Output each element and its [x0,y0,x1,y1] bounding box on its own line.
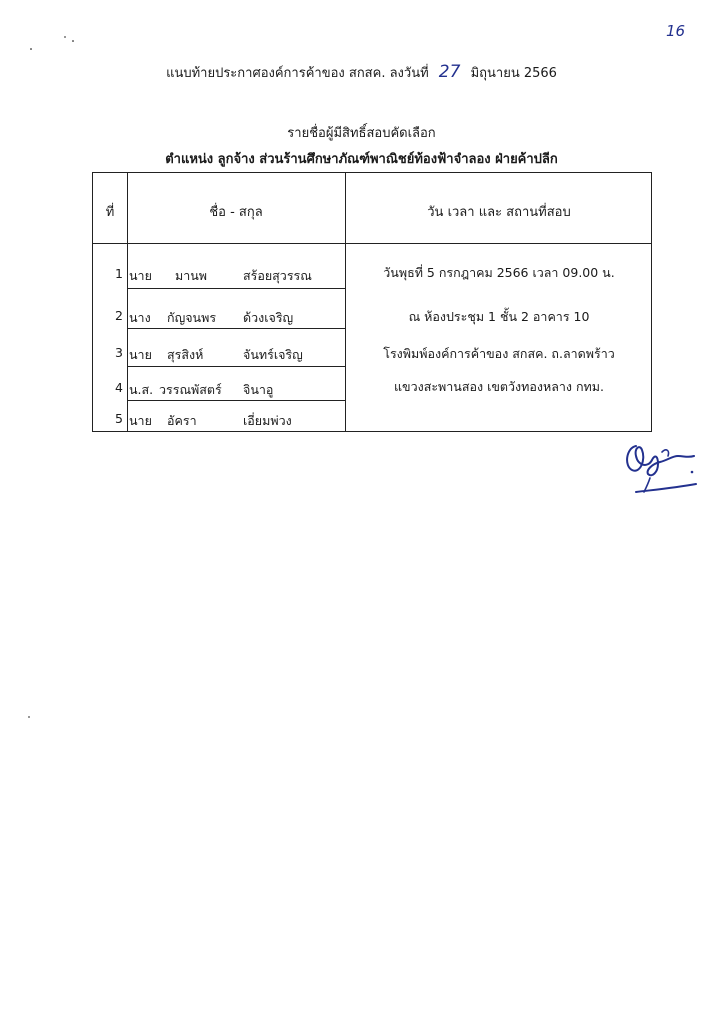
signature-image [622,434,702,500]
first-name: กัญจนพร [167,310,217,325]
scan-speck [72,40,74,42]
page-number: 16 [666,22,686,40]
name-title: นาง [129,310,151,325]
name-title: นาย [129,268,152,283]
schedule-district: แขวงสะพานสอง เขตวังทองหลาง กทม. [393,379,604,394]
row-divider [127,288,345,289]
header-divider [93,243,651,244]
schedule-place: โรงพิมพ์องค์การค้าของ สกสค. ถ.ลาดพร้าว [383,346,615,361]
candidate-table [92,172,652,432]
first-name: สุรสิงห์ [167,347,204,362]
scan-speck [30,48,32,50]
scan-speck [64,36,66,38]
name-title: นาย [129,347,152,362]
schedule-room: ณ ห้องประชุม 1 ชั้น 2 อาคาร 10 [408,309,590,324]
first-name: วรรณพัสตร์ [159,382,222,397]
name-title: น.ส. [129,382,154,397]
document-header [0,62,723,83]
last-name: จันทร์เจริญ [243,347,303,362]
position-title: ตำแหน่ง ลูกจ้าง ส่วนร้านศึกษาภัณฑ์พาณิชย์ท้องฟ้าจำลอง ฝ่ายค้าปลีก [165,152,558,167]
first-name: มานพ [175,268,208,283]
row-divider [127,400,345,401]
header-day: 27 [438,62,461,82]
row-divider [127,328,345,329]
row-number: 4 [115,380,123,395]
row-divider [127,366,345,367]
row-number: 2 [115,308,123,323]
scan-speck [28,716,30,718]
list-title: รายชื่อผู้มีสิทธิ์สอบคัดเลือก [287,126,436,141]
header-month-year: มิถุนายน 2566 [470,66,557,81]
first-name: อัครา [167,413,197,428]
last-name: สร้อยสุวรรณ [243,268,312,283]
last-name: ด้วงเจริญ [243,310,294,325]
header-prefix: แนบท้ายประกาศองค์การค้าของ สกสค. ลงวันที่ [166,66,429,81]
row-number: 5 [115,411,123,426]
row-number: 3 [115,345,123,360]
last-name: จินาอู [243,382,274,397]
last-name: เอี่ยมพ่วง [243,413,292,428]
column-header-schedule: วัน เวลา และ สถานที่สอบ [427,205,571,220]
column-header-name: ชื่อ - สกุล [209,205,263,220]
column-header-no: ที่ [105,205,115,220]
schedule-date-time: วันพุธที่ 5 กรกฎาคม 2566 เวลา 09.00 น. [383,265,615,280]
row-number: 1 [115,266,123,281]
name-title: นาย [129,413,152,428]
